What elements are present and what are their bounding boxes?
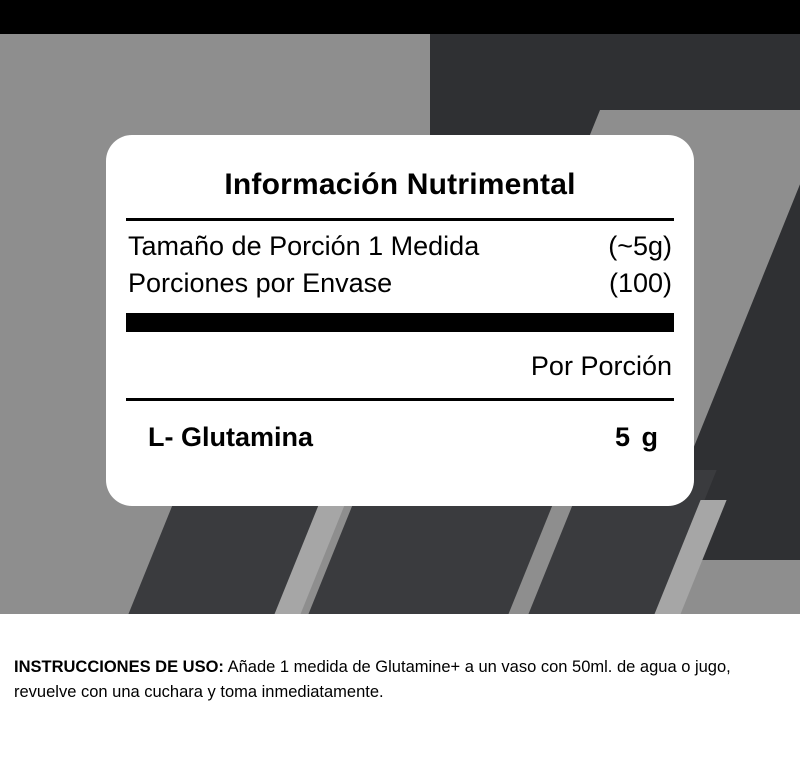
divider-under-per-serving [126, 398, 674, 401]
servings-per-container-value: (100) [608, 268, 672, 298]
instructions-heading: INSTRUCCIONES DE USO: [14, 658, 224, 676]
nutrient-name: L- Glutamina [148, 422, 314, 452]
panel-title: Información Nutrimental [224, 168, 576, 201]
divider-thick [126, 313, 674, 332]
instructions-block [14, 655, 784, 705]
instructions-text: Añade 1 medida de Glutamine+ a un vaso con 50ml. de agua o jugo, revuelve con una cuchara y toma inmediatamente. [14, 658, 731, 701]
background-top-bar [0, 0, 800, 34]
serving-size-row [126, 231, 674, 262]
serving-size-label: Tamaño de Porción 1 Medida [128, 231, 480, 261]
divider-under-title [126, 218, 674, 221]
servings-per-container-label: Porciones por Envase [128, 268, 393, 298]
nutrient-row [126, 422, 674, 453]
per-serving-header: Por Porción [530, 351, 672, 381]
per-serving-header-row [126, 351, 674, 382]
serving-size-value: (~5g) [608, 231, 672, 261]
nutrient-amount: 5 g [614, 422, 660, 452]
servings-per-container-row [126, 268, 674, 299]
nutrition-facts-panel [106, 135, 694, 506]
background-divider-band [0, 614, 800, 620]
